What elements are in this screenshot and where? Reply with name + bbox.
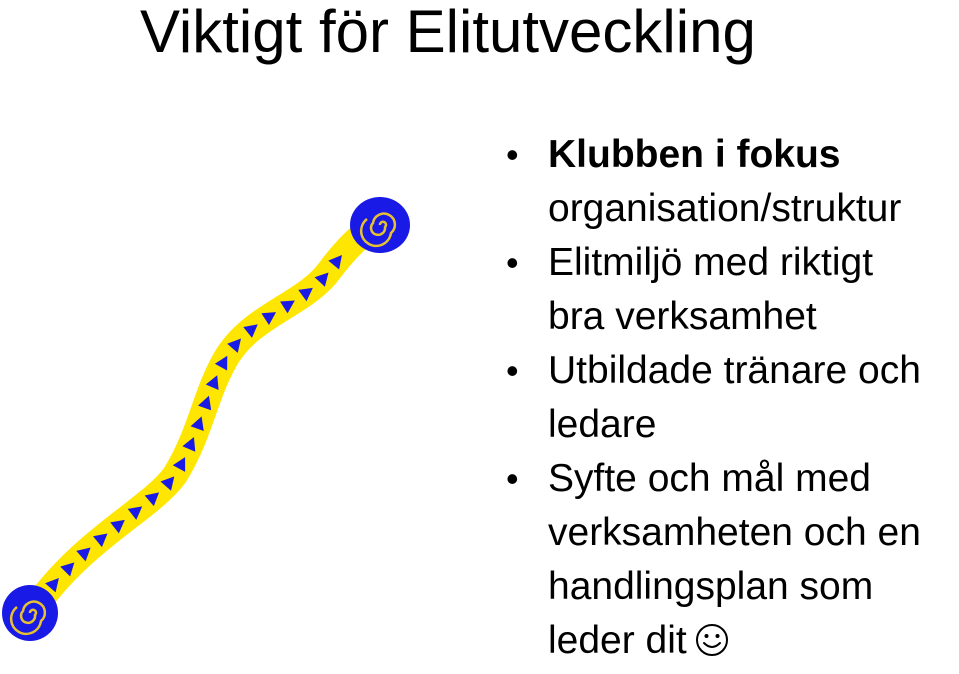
bullet-line: verksamheten och en: [548, 511, 921, 554]
bullet-dot: •: [506, 134, 519, 175]
bullet-line: Syfte och mål med: [548, 457, 871, 500]
bullet-line: handlingsplan som: [548, 565, 874, 608]
bullet-item: [500, 236, 959, 344]
bullet-list: [500, 128, 959, 668]
top-spiral-knob: [350, 197, 410, 253]
bullet-line: ledare: [548, 403, 657, 446]
bottom-spiral-knob: [2, 585, 58, 641]
decorative-stick-illustration: [0, 180, 420, 650]
slide-title: Viktigt för Elitutveckling: [140, 0, 756, 65]
bullet-line-with-icon: [548, 614, 959, 668]
bullet-dot: •: [506, 242, 519, 283]
bullet-line: bra verksamhet: [548, 295, 817, 338]
bullet-dot: •: [506, 350, 519, 391]
bullet-item: [500, 128, 959, 236]
bullet-line: Utbildade tränare och: [548, 349, 921, 392]
smiley-face-icon: [695, 623, 729, 657]
bullet-line: organisation/struktur: [548, 187, 902, 230]
bullet-item: [500, 452, 959, 668]
bullet-line: Klubben i fokus: [548, 133, 841, 176]
bullet-item: [500, 344, 959, 452]
bullet-dot: •: [506, 458, 519, 499]
bullet-line: Elitmiljö med riktigt: [548, 241, 874, 284]
bullet-line-text: leder dit: [548, 619, 687, 662]
